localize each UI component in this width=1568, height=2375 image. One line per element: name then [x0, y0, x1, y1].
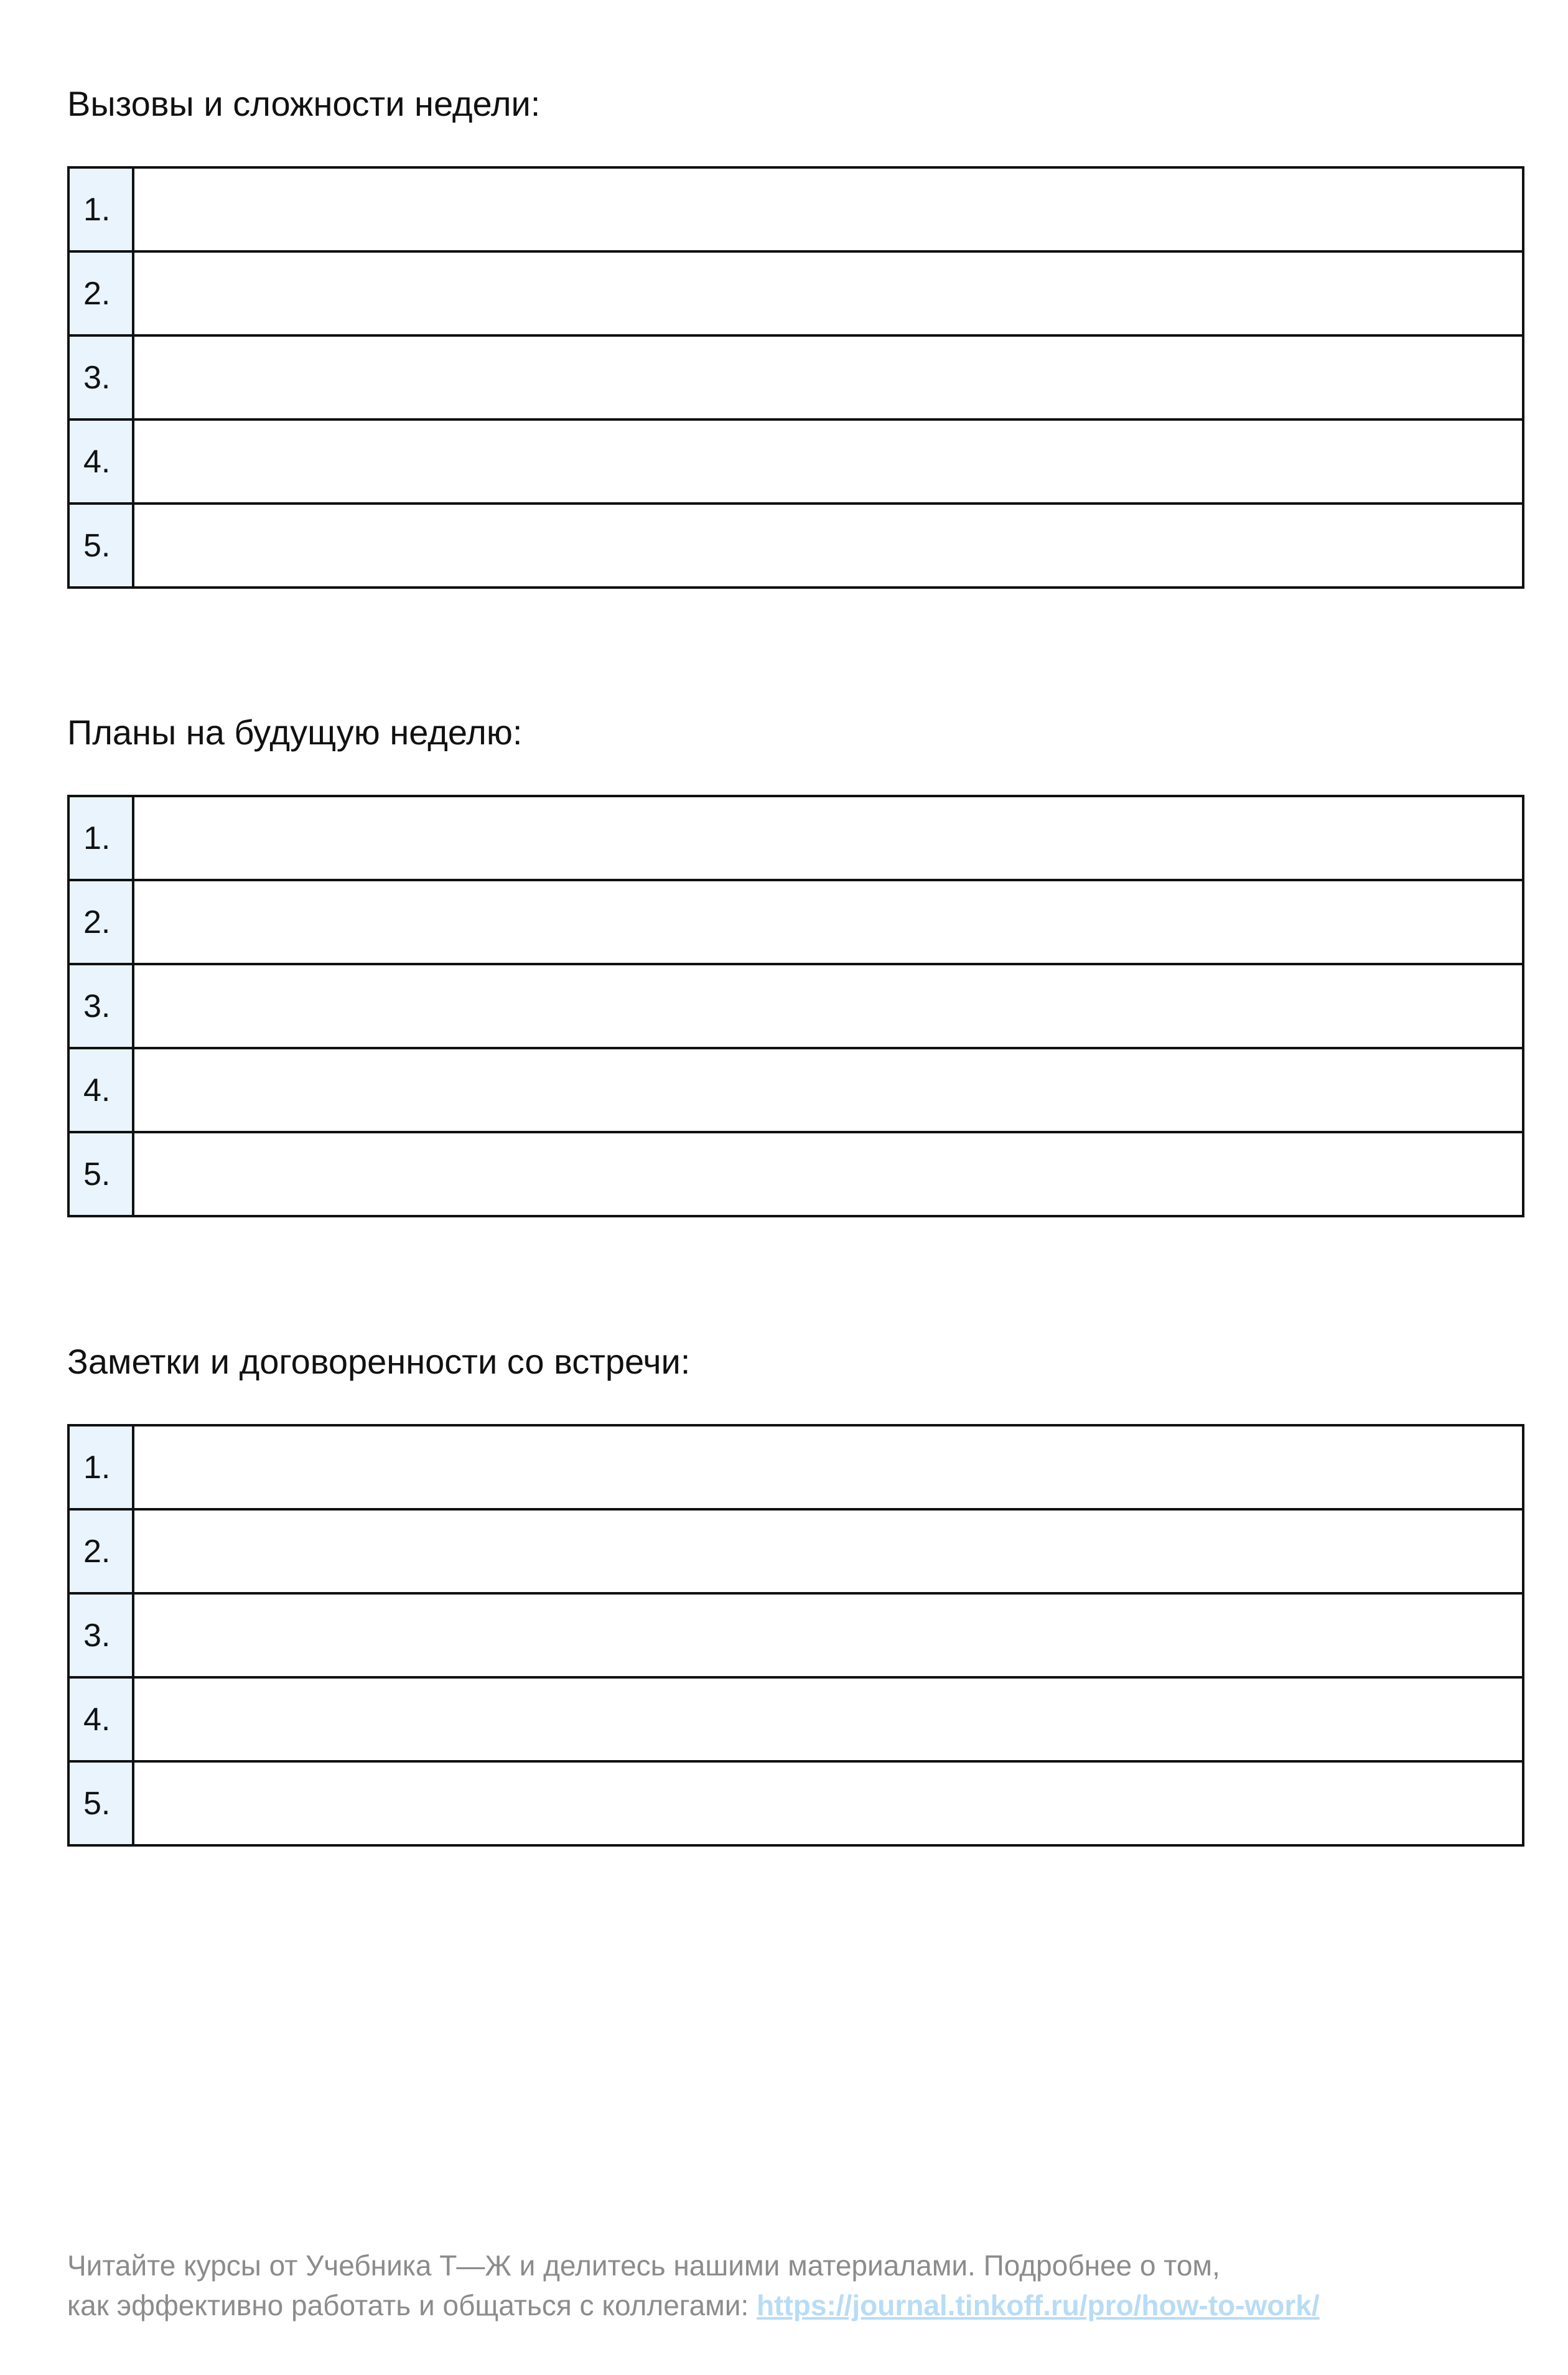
- section-title: Заметки и договоренности со встречи:: [67, 1342, 691, 1381]
- table-row: [70, 169, 1522, 253]
- row-number: 3.: [70, 337, 134, 418]
- table-row: [70, 1511, 1522, 1595]
- footer-line-2-text: как эффективно работать и общаться с коллегами:: [67, 2289, 757, 2321]
- row-number: 5.: [70, 505, 134, 586]
- row-number: 1.: [70, 1426, 134, 1508]
- entry-cell[interactable]: [134, 1426, 1522, 1508]
- entry-cell[interactable]: [134, 337, 1522, 418]
- footer-line-1: Читайте курсы от Учебника Т—Ж и делитесь нашими материалами. Подробнее о том,: [67, 2249, 1220, 2282]
- row-number: 5.: [70, 1133, 134, 1215]
- row-number: 4.: [70, 1679, 134, 1760]
- table-row: [70, 1133, 1522, 1217]
- row-number: 3.: [70, 1595, 134, 1676]
- entry-cell[interactable]: [134, 253, 1522, 334]
- entry-cell[interactable]: [134, 1679, 1522, 1760]
- row-number: 2.: [70, 253, 134, 334]
- entry-cell[interactable]: [134, 1763, 1522, 1844]
- entry-cell[interactable]: [134, 169, 1522, 250]
- table-row: [70, 881, 1522, 965]
- entry-cell[interactable]: [134, 1133, 1522, 1215]
- entry-cell[interactable]: [134, 881, 1522, 963]
- entry-cell[interactable]: [134, 965, 1522, 1047]
- table-row: [70, 1426, 1522, 1511]
- table-row: [70, 1595, 1522, 1679]
- entry-cell[interactable]: [134, 1511, 1522, 1592]
- row-number: 3.: [70, 965, 134, 1047]
- section-title: Вызовы и сложности недели:: [67, 84, 541, 123]
- notes-table: [67, 1424, 1524, 1847]
- row-number: 4.: [70, 1049, 134, 1131]
- table-row: [70, 1049, 1522, 1133]
- footer-link[interactable]: https://journal.tinkoff.ru/pro/how-to-work/: [757, 2289, 1320, 2321]
- row-number: 2.: [70, 881, 134, 963]
- entry-cell[interactable]: [134, 1049, 1522, 1131]
- entry-cell[interactable]: [134, 421, 1522, 502]
- table-row: [70, 965, 1522, 1049]
- row-number: 1.: [70, 169, 134, 250]
- footer-note: [67, 2246, 1498, 2325]
- row-number: 1.: [70, 797, 134, 879]
- table-row: [70, 1679, 1522, 1763]
- entry-cell[interactable]: [134, 797, 1522, 879]
- row-number: 4.: [70, 421, 134, 502]
- section-title: Планы на будущую неделю:: [67, 713, 523, 752]
- row-number: 2.: [70, 1511, 134, 1592]
- entry-cell[interactable]: [134, 1595, 1522, 1676]
- entry-cell[interactable]: [134, 505, 1522, 586]
- table-row: [70, 337, 1522, 421]
- challenges-table: [67, 166, 1524, 589]
- footer-line-2: [67, 2285, 1498, 2325]
- table-row: [70, 1763, 1522, 1847]
- table-row: [70, 253, 1522, 337]
- table-row: [70, 421, 1522, 505]
- table-row: [70, 797, 1522, 881]
- table-row: [70, 505, 1522, 589]
- row-number: 5.: [70, 1763, 134, 1844]
- plans-table: [67, 795, 1524, 1217]
